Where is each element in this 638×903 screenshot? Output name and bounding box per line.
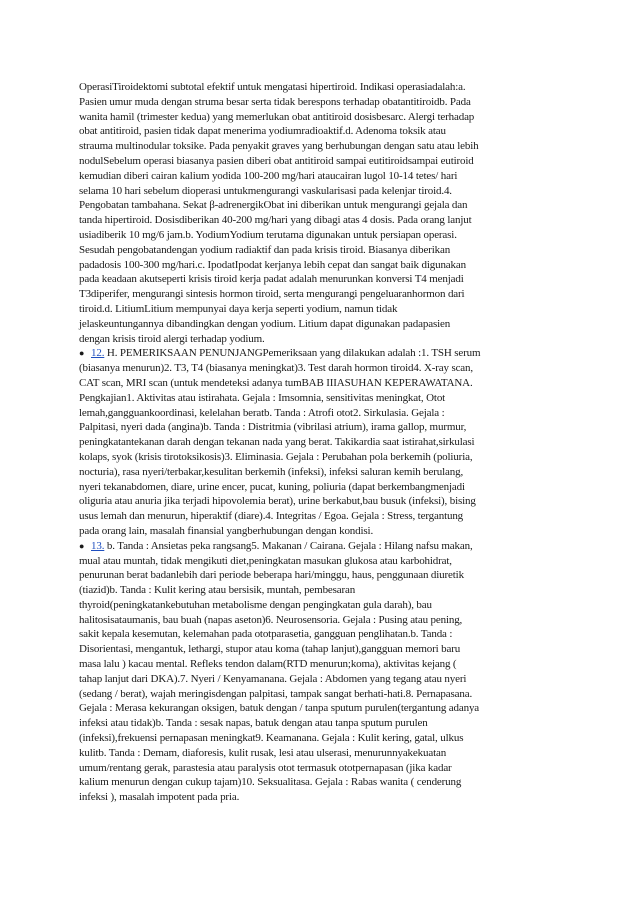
item-13-link[interactable]: 13.	[91, 539, 105, 552]
text-line: (tiazid)b. Tanda : Kulit kering atau bersisik, muntah, pembesaran	[79, 584, 356, 597]
text-line: OperasiTiroidektomi subtotal efektif untuk mengatasi hipertiroid. Indikasi operasiadalah:a.	[79, 81, 466, 93]
text-line: pada keadaan akutseperti krisis tiroid kerja padat adalah menurunkan konversi T4 menjadi	[79, 273, 464, 286]
text-line: halitosisataumanis, bau buah (napas aseton)6. Neurosensoria. Gejala : Pusing atau pening,	[79, 613, 463, 626]
text-line: padadosis 100-300 mg/hari.c. IpodatIpodat kerjanya lebih cepat dan sangat baik digunakan	[79, 258, 466, 271]
text-line: kemudian diberi cairan kalium yodida 100-200 mg/hari ataucairan lugol 10-14 tetes/ hari	[79, 169, 458, 182]
item-13-first-line: b. Tanda : Ansietas peka rangsang5. Makanan / Cairana. Gejala : Hilang nafsu makan,	[104, 539, 473, 552]
text-line: Sesudah pengobatandengan yodium radiaktif dan pada krisis tiroid. Biasanya diberikan	[79, 243, 451, 256]
text-line: nodulSebelum operasi biasanya pasien diberi obat antitiroid sampai eutitiroidsampai eutiroid	[79, 154, 474, 167]
text-line: Pasien umur muda dengan struma besar serta tidak berespons terhadap obatantitiroidb. Pada	[79, 95, 471, 108]
text-line: kulitb. Tanda : Demam, diaforesis, kulit rusak, lesi atau ulserasi, menurunnyakekuatan	[79, 746, 447, 759]
item-12-first-line: H. PEMERIKSAAN PENUNJANGPemeriksaan yang dilakukan adalah :1. TSH serum	[104, 347, 481, 360]
text-line: peningkatantekanan darah dengan tekanan nada yang berat. Takikardia saat istirahat,sirkulasi	[79, 436, 475, 449]
text-line: strauma multinodular toksike. Pada penyakit graves yang berhubungan dengan satu atau lebih	[79, 140, 479, 153]
text-line: masa lalu ) kacau mental. Refleks tendon dalam(RTD menurun;koma), aktivitas kejang (	[79, 658, 457, 671]
paragraph-treatment	[79, 80, 569, 346]
bullet-icon: ●	[79, 348, 85, 359]
text-line: nocturia), rasa nyeri/terbakar,kesulitan berkemih (infeksi), infeksi saluran kemih berulang,	[79, 465, 464, 478]
text-line: kolaps, syok (krisis tirotoksikosis)3. Eliminasia. Gejala : Perubahan pola berkemih (poliuria,	[79, 450, 473, 463]
text-line: nyeri tekanabdomen, diare, urine encer, pucat, kuning, poliuria (dapat berkembangmenjadi	[79, 480, 465, 493]
item-12-body	[79, 361, 569, 539]
item-12-link[interactable]: 12.	[91, 347, 105, 360]
text-line: penurunan berat badanlebih dari periode beberapa hari/minggu, haus, penggunaan diuretik	[79, 569, 464, 582]
text-line: selama 10 hari sebelum dioperasi untukmengurangi vaskularisasi pada kelenjar tiroid.4.	[79, 184, 452, 197]
text-line: pada orang lain, masalah finansial yangberhubungan dengan kondisi.	[79, 524, 374, 537]
text-line: dengan krisis tiroid alergi terhadap yodium.	[79, 332, 265, 345]
text-line: tiroid.d. LitiumLitium mempunyai daya kerja seperti yodium, namun tidak	[79, 302, 398, 315]
text-line: wanita hamil (trimester kedua) yang memerlukan obat antitiroid dosisbesarc. Alergi terhadap	[79, 110, 475, 123]
text-line: tanda hipertiroid. Dosisdiberikan 40-200 mg/hari yang dibagi atas 4 dosis. Pada orang lanjut	[79, 214, 472, 227]
text-line: (sedang / berat), wajah meringisdengan palpitasi, tampak sangat berhati-hati.8. Pernapasana.	[79, 687, 473, 700]
text-line: infeksi ), masalah impotent pada pria.	[79, 791, 240, 804]
text-line: Disorientasi, mengantuk, lethargi, stupor atau koma (tahap lanjut),gangguan memori baru	[79, 643, 461, 656]
text-line: T3diperifer, mengurangi sintesis hormon tiroid, serta mengurangi pengeluaranhormon dari	[79, 288, 465, 301]
text-line: usus lemah dan menurun, hiperaktif (diare).4. Integritas / Egoa. Gejala : Stress, tergantung	[79, 510, 464, 523]
document-page	[79, 80, 569, 805]
text-line: sakit kepala kesemutan, kelemahan pada ototparasetia, gangguan penglihatan.b. Tanda :	[79, 628, 453, 641]
text-line: (infeksi),frekuensi pernapasan meningkat9. Keamanana. Gejala : Kulit kering, gatal, ulkus	[79, 732, 464, 745]
text-line: Pengobatan tambahana. Sekat β-adrenergikObat ini diberikan untuk mengurangi gejala dan	[79, 199, 468, 212]
text-line: kalium menurun dengan cukup tajam)10. Seksualitasa. Gejala : Rabas wanita ( cenderung	[79, 776, 462, 789]
text-line: usiadiberik 10 mg/6 jam.b. YodiumYodium terutama digunakan untuk persiapan operasi.	[79, 228, 457, 241]
text-line: tahap lanjut dari DKA).7. Nyeri / Kenyamanana. Gejala : Abdomen yang tegang atau nyeri	[79, 672, 467, 685]
text-line: Gejala : Merasa kekurangan oksigen, batuk dengan / tanpa sputum purulen(tergantung adanya	[79, 702, 480, 715]
text-line: obat antitiroid, pasien tidak dapat menerima yodiumradioaktif.d. Adenoma toksik atau	[79, 125, 446, 138]
text-line: thyroid(peningkatankebutuhan metabolisme dengan pengingkatan gula darah), bau	[79, 598, 432, 611]
bullet-icon: ●	[79, 540, 85, 551]
text-line: lemah,gangguankoordinasi, kelelahan beratb. Tanda : Atrofi otot2. Sirkulasia. Gejala :	[79, 406, 445, 419]
text-line: (biasanya menurun)2. T3, T4 (biasanya meningkat)3. Test darah hormon tiroid4. X-ray scan,	[79, 362, 473, 375]
text-line: umum/rentang gerak, parastesia atau paralysis otot termasuk ototpernapasan (jika kadar	[79, 761, 452, 774]
text-line: jelaskeuntungannya dibandingkan dengan yodium. Litium dapat digunakan padapasien	[79, 317, 451, 330]
text-line: infeksi atau tidak)b. Tanda : sesak napas, batuk dengan atau tanpa sputum purulen	[79, 717, 428, 730]
text-line: Palpitasi, nyeri dada (angina)b. Tanda : Distritmia (vibrilasi atrium), irama gallop, murmur,	[79, 421, 467, 434]
list-item-12	[79, 346, 569, 361]
text-line: mual atau muntah, tidak mengikuti diet,peningkatan masukan glukosa atau karbohidrat,	[79, 554, 452, 567]
text-line: oliguria atau anuria jika terjadi hipovolemia berat), urine berkabut,bau busuk (infeksi), bising	[79, 495, 476, 508]
list-item-13	[79, 539, 569, 554]
item-13-body	[79, 554, 569, 806]
text-line: Pengkajian1. Aktivitas atau istirahata. Gejala : Imsomnia, sensitivitas meningkat, Otot	[79, 391, 446, 404]
text-line: CAT scan, MRI scan (untuk mendeteksi adanya tumBAB IIIASUHAN KEPERAWATANA.	[79, 376, 473, 389]
